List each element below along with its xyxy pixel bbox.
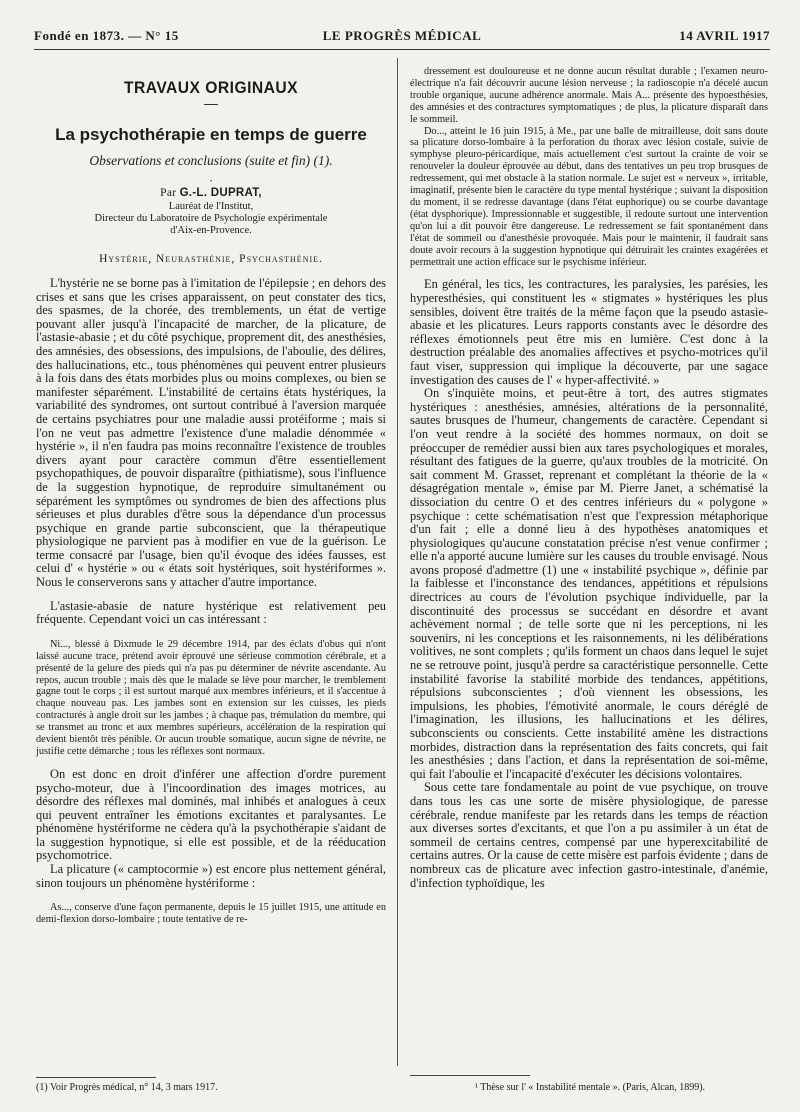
right-column-paragraph: On s'inquiète moins, et peut-être à tort, des autres stigmates hystériques : anesthésies, amnésies, altérations de la personnalité, sautes brusques de l'humeur, changements de caractère. Cependant si l'on veut rendre à la société des hommes normaux, on doit se préoccuper de remédier aussi bien aux tares psychologiques et morales, résultant des fatigues de la guerre, qu'aux troubles de la motricité. On sait comment M. Grasset, reprenant et complétant la théorie de la « désagrégation mentale », émise par M. Pierre Janet, a schématisé la dissociation du centre O et des centres inférieurs du « polygone » psychique : cette schématisation n'est que l'expression métaphorique d'un fait ; elle a donné lieu à des hypothèses anatomiques et physiologiques qu'aucune constatation précise n'est venue confirmer ; elle n'a apporté aucune lumière sur les causes du trouble envisagé. Nous avons proposé d'admettre (1) une « instabilité psychique », définie par la faiblesse et l'inconstance des tendances, appétitions et répulsions directrices au cours de l'évolution psychique individuelle, par la discontinuité des processus se succédant en désordre et avant achèvement normal ; de telle sorte que ni les perceptions, ni les souvenirs, ni les conceptions et les raisonnements, ni les délibérations volitives, ne sont complets ; qu'ils forment un chaos dans lequel le sujet ne se retrouve point, jusqu'à perdre sa caractéristique personnelle. Cette instabilité favorise la stabilité morbide des tendances, appétitions, répulsions subconscientes ; d'où viennent les obsessions, les impulsions, les phobies, l'émotivité anormale, le cours déréglé de l'imagination, les illusions, les hallucinations et les délires, subconscients ou conscients. Cette instabilité amène les distractions morbides, distraction dans la représentation des faits concrets, qui fait les anesthésies ; dans l'action, et dans la représentation de soi-même, qui fait l'aboulie et l'incapacité d'exécuter les décisions volontaires. bbox=[410, 386, 768, 781]
footnote-rule-right bbox=[410, 1075, 530, 1076]
author-name: G.-L. DUPRAT, bbox=[179, 187, 262, 199]
masthead-rule bbox=[34, 49, 770, 50]
footnote-left: (1) Voir Progrès médical, n° 14, 3 mars 1917. bbox=[36, 1082, 218, 1093]
article-title: La psychothérapie en temps de guerre bbox=[55, 125, 367, 144]
right-column-paragraph: Sous cette tare fondamentale au point de vue psychique, on trouve dans tous les cas une sorte de misère physiologique, de paresse cérébrale, rendue manifeste par les retards dans les temps de réaction aux diverses sortes d'excitants, et que l'on a pu assimiler à un état de sommeil de certains centres, compensé par une hyperexcitabilité de certains autres. Or la cause de cette misère est parfois évidente ; dans de nombreux cas de plicature avec infection gastro-intestinale, d'anémie, d'infection typhoïdique, les bbox=[410, 780, 768, 890]
author-line bbox=[36, 187, 386, 199]
author-affiliation-1: Lauréat de l'Institut, bbox=[168, 201, 254, 212]
masthead-date: 14 AVRIL 1917 bbox=[679, 28, 770, 43]
left-column bbox=[36, 78, 386, 926]
section-heading: Hystérie, Neurasthénie, Psychasthénie. bbox=[99, 253, 323, 265]
left-column-paragraph: L'astasie-abasie de nature hystérique est relativement peu fréquente. Cependant voici un cas intéressant : bbox=[36, 598, 386, 627]
left-column-paragraph: L'hystérie ne se borne pas à l'imitation de l'épilepsie ; en dehors des crises et sans que les crises apparaissent, on peut constater des tics, des spasmes, de la chorée, des tremblements, un état de vertige pouvant aller jusqu'à l'incapacité de marcher, de la plicature, de l'astasie-abasie ; et du côté psychique, proprement dit, des anesthésies, des amnésies, des obsessions, des impulsions, de l'aboulie, des délires, des hallucinations, etc., tous phénomènes qui peuvent entrer plusieurs à la fois dans des états morbides plus ou moins complexes, ou bien se manifester séparément. L'instabilité de certains états hystériques, la variabilité des syndromes, ont surtout contribué à l'aversion marquée de certains psychiatres pour une maladie aussi protéiforme ; mais si l'on ne veut pas admettre l'existence d'une maladie dénommée « hystérie », il n'en faudra pas moins reconnaître l'existence de troubles divers ayant pour caractère commun d'être essentiellement psychopathiques, de pouvoir disparaître (pithiatisme), sous l'influence de la suggestion hypnotique, de reproduire simultanément ou séparément les symptômes ou syndromes de bien des affections plus sérieuses et plus durables d'être sous la dépendance d'un processus psychique en grande partie subconscient, que la thérapeutique physiologique ne parvient pas à modifier en vue de la guérison. Le terme consacré par l'usage, bien qu'il évoque des idées fausses, est celui d' « hystérie » ou « états soit hystériques, soit hystériformes ». Nous le conserverons sans y attacher d'autre importance. bbox=[36, 276, 386, 590]
right-column-paragraph: Do..., atteint le 16 juin 1915, à Me., par une balle de mitrailleuse, doit sans doute sa plicature dorso-lombaire à la perforation du thorax avec lésion costale, suivie de symphyse pleuro-péricardique, mais actuellement c'est surtout la crainte de voir se renouveler la douleur éprouvée au début, dans des tentatives un peu trop brusques de redressement, qui met obstacle à la station normale. Le sujet est « nerveux », irritable, imaginatif, présente bien le caractère du type mental hystérique ; suivant la disposition du moment, il se redresse davantage (dans l'état euphorique) ou se courbe davantage (état dysphorique). Impressionnable et suggestible, il redoute surtout une intervention qu'on lui a dit pouvoir être dangereuse. Le redressement se fait spontanément dans l'état de sommeil ou d'anesthésie provoquée. Mais pour le maintenir, il faudrait sans doute avoir recours à la suggestion hypnotique qui détruirait les craintes exagérées et permettrait une action efficace sur le psychisme inférieur. bbox=[410, 125, 768, 268]
author-prefix: Par bbox=[160, 187, 177, 199]
author-affiliation-3: d'Aix-en-Provence. bbox=[170, 225, 252, 236]
right-column-body bbox=[410, 66, 768, 890]
right-column bbox=[410, 66, 768, 890]
masthead-journal-name: LE PROGRÈS MÉDICAL bbox=[322, 28, 482, 43]
footnote-right: ¹ Thèse sur l' « Instabilité mentale ». (Paris, Alcan, 1899). bbox=[474, 1082, 706, 1093]
left-column-paragraph: La plicature (« camptocormie ») est encore plus nettement général, sinon toujours un phénomène hystériforme : bbox=[36, 862, 386, 890]
masthead bbox=[34, 28, 770, 48]
left-column-paragraph: On est donc en droit d'inférer une affection d'ordre purement psycho-moteur, due à l'incoordination des images motrices, au désordre des réflexes mal dominés, mal inhibés et analogues à ceux qui peuvent entraîner les émotions excitantes et paralysantes. Le phénomène hystériforme ne cèdera qu'à la psychothérapie s'aidant de la suggestion hypnotique, si elle est possible, et de la rééducation psychomotrice. bbox=[36, 766, 386, 863]
author-affiliation-2: Directeur du Laboratoire de Psychologie expérimentale bbox=[94, 213, 328, 224]
section-title: TRAVAUX ORIGINAUX bbox=[123, 78, 299, 97]
left-column-paragraph: Ni..., blessé à Dixmude le 29 décembre 1914, par des éclats d'obus qui n'ont laissé aucune trace, prétend avoir éprouvé une sérieuse commotion cérébrale, et a présenté de la gelure des pieds qui n'a pas pu déterminer de névrite ascendante. Au repos, aucun trouble ; mais dès que le malade se lève pour marcher, le tremblement gagne tout le corps ; il est surtout marqué aux membres inférieurs, et il s'accentue à chaque nouveau pas. Les jambes sont en extension sur les cuisses, les pieds contracturés à angle droit sur les jambes ; à chaque pas, trémulation du membre, qui se transmet au tronc et aux membres supérieurs, accélération de la respiration qui devient bientôt très pénible. Or aucun trouble somatique, aucun signe de névrite, ne justifie cette démarche ; tous les réflexes sont normaux. bbox=[36, 638, 386, 757]
masthead-founded: Fondé en 1873. — N° 15 bbox=[34, 28, 179, 43]
footnote-rule-left bbox=[36, 1077, 156, 1078]
column-divider bbox=[397, 58, 398, 1066]
article-subtitle: Observations et conclusions (suite et fin) (1). bbox=[89, 153, 333, 168]
right-column-paragraph: En général, les tics, les contractures, les paralysies, les parésies, les hyperesthésies, qui constituent les « stigmates » hystériques les plus sensibles, doivent être traités de la même façon que la pseudo astasie-abasie et les plicatures. Leurs rapports constants avec le désordre des réflexes émotionnels peut être mis en lumière. C'est donc à la destruction préalable des anomalies affectives et psycho-motrices qu'il faut viser, suppression qui implique la découverte, par une sagace investigation des causes de l' « hyper-affectivité. » bbox=[410, 277, 768, 387]
left-column-body bbox=[36, 277, 386, 926]
section-dash bbox=[204, 104, 218, 105]
right-column-paragraph: dressement est douloureuse et ne donne aucun résultat durable ; l'examen neuro-électrique n'a fait découvrir aucune lésion nerveuse ; la radioscopie n'a décelé aucun trouble organique, aucune adhérence anormale. Mais A... présente des hypoesthésies, des amnésies et des contractures symptomatiques ; de plus, la plicature disparaît dans le sommeil. bbox=[410, 66, 768, 125]
bullet-ornament: • bbox=[209, 179, 213, 185]
left-column-paragraph: As..., conserve d'une façon permanente, depuis le 15 juillet 1915, une attitude en demi-flexion dorso-lombaire ; toute tentative de re- bbox=[36, 902, 386, 926]
